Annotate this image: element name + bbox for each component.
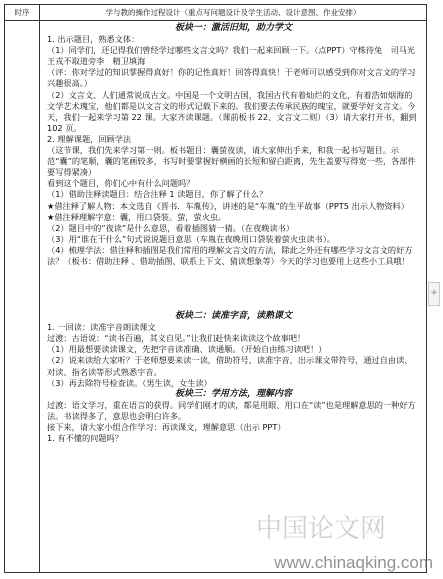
paragraph: （这节课，我们先来学习第一则。板书题目：囊萤夜读，请大家伸出手来，和我一起书写题目。示范“囊”的笔顺，囊的笔画较多，书写时要掌握好横画的长短和留白距离，先生盖要写得宽一些，各部件要写得紧凑） — [47, 145, 416, 178]
paragraph: （4）梳理学法：借注释和插图是我们常用的理解文言文的方法，除此之外还有哪些学习文言文的好方法？（板书：借助注释 、借助插图、联系上下文、猜读想象等）今天的学习也要用上这些小工具哦！ — [47, 244, 413, 266]
section-title-1: 板块一：激活旧知，助力学文 — [174, 23, 292, 33]
paragraph: 1. 有不懂的问题吗？ — [47, 433, 123, 444]
paragraph: 2. 理解课题，回顾学法 — [47, 133, 132, 144]
paragraph: （1）用最想要读读课文，先把字音读准确、读通顺。（开始自由练习读吧！） — [47, 344, 327, 355]
blank-space — [47, 267, 420, 311]
table-body-row — [5, 21, 426, 573]
paragraph: （3）再去除符号检查读。（男生读，女生读） — [47, 377, 212, 388]
paragraph: 过渡：古语说：“读书百遍，其义自见。”让我们赶快来读读这个故事吧！ — [47, 333, 306, 344]
paragraph: （1）借助注释读题目：结合注释 1 读题目，你了解了什么？ — [47, 189, 268, 200]
paragraph: 接下来，请大家小组合作学习：再读课文，理解意思（出示 PPT） — [47, 422, 286, 432]
paragraph: （2）说来读给大家听？于老师想要来读一读，借助符号，读准字音，出示课文带符号，通过自由读、对读、指名读等形式熟悉字音。 — [47, 355, 413, 377]
section-title-3: 板块三：学用方法，理解内容 — [174, 388, 292, 399]
sidebar-expand-button[interactable]: + — [428, 282, 440, 306]
design-content-cell — [40, 21, 426, 573]
paragraph: 过渡：语文学习，重在语言的获得。同学们刚才的读，都是用眼、用口在“读”也是理解意思的一种好方法。书读得多了，意思也会明白许多。 — [47, 399, 416, 421]
paragraph: 看到这个题目，你们心中有什么问题吗？ — [47, 178, 195, 189]
paragraph: 1. 一回读：读准字音朗读课文 — [47, 322, 156, 333]
paragraph: ★借注释理解字意：囊，用口袋装。萤，萤火虫。 — [47, 211, 227, 222]
paragraph: （2）题目中的“夜读”是什么意思，看着插图猜一猜。（在夜晚读书） — [47, 222, 295, 233]
time-column-cell — [5, 21, 40, 573]
paragraph: ★借注释了解人物：本文选自《晋书．车胤传》，讲述的是“车胤”的生平故事（PPT5 出示人物资料） — [47, 200, 409, 211]
paragraph: （2）文言文、人们通常说成古文。中国是一个文明古国，我国古代有着灿烂的文化，有着浩如烟海的文学艺术瑰宝，他们都是以文言文的形式记载下来的。我们要去传承民族的瑰宝，就要学好文言文。今天，我们一起来学习第 22 课。大家齐读课题。（课前板书 22、文言文二则）（3）请大家打开书，翻到 102 页。 — [47, 89, 417, 133]
paragraph: 1. 出示题目，熟悉文体： — [47, 34, 140, 45]
paragraph: （3）用“谁在干什么”句式说说题目意思（车胤在夜晚用口袋装着萤火虫读书）。 — [47, 233, 335, 244]
lesson-plan-table — [4, 4, 427, 573]
section-title-2: 板块二：读准字音，读熟课文 — [174, 311, 292, 322]
header-time-cell: 时序 — [5, 5, 40, 20]
paragraph: （评：你对学过的知识掌握得真好！你的记性真好！回答得真快！于老师可以感受到你对文言文的学习兴趣很高。） — [47, 67, 416, 89]
watermark-url: www.chinaqking.com — [274, 553, 433, 572]
paragraph: （1）同学们，还记得我们曾经学过哪些文言文吗？我们一起来回顾一下。（点PPT）守株待兔 司马光 王戎不取道旁李 精卫填海 — [47, 45, 424, 67]
header-design-cell: 学与教的操作过程设计（重点写问题设计及学生活动、设计意图、作业安排） — [105, 8, 361, 17]
site-watermark: 中国论文网 — [256, 514, 387, 544]
table-header-row — [5, 5, 426, 21]
